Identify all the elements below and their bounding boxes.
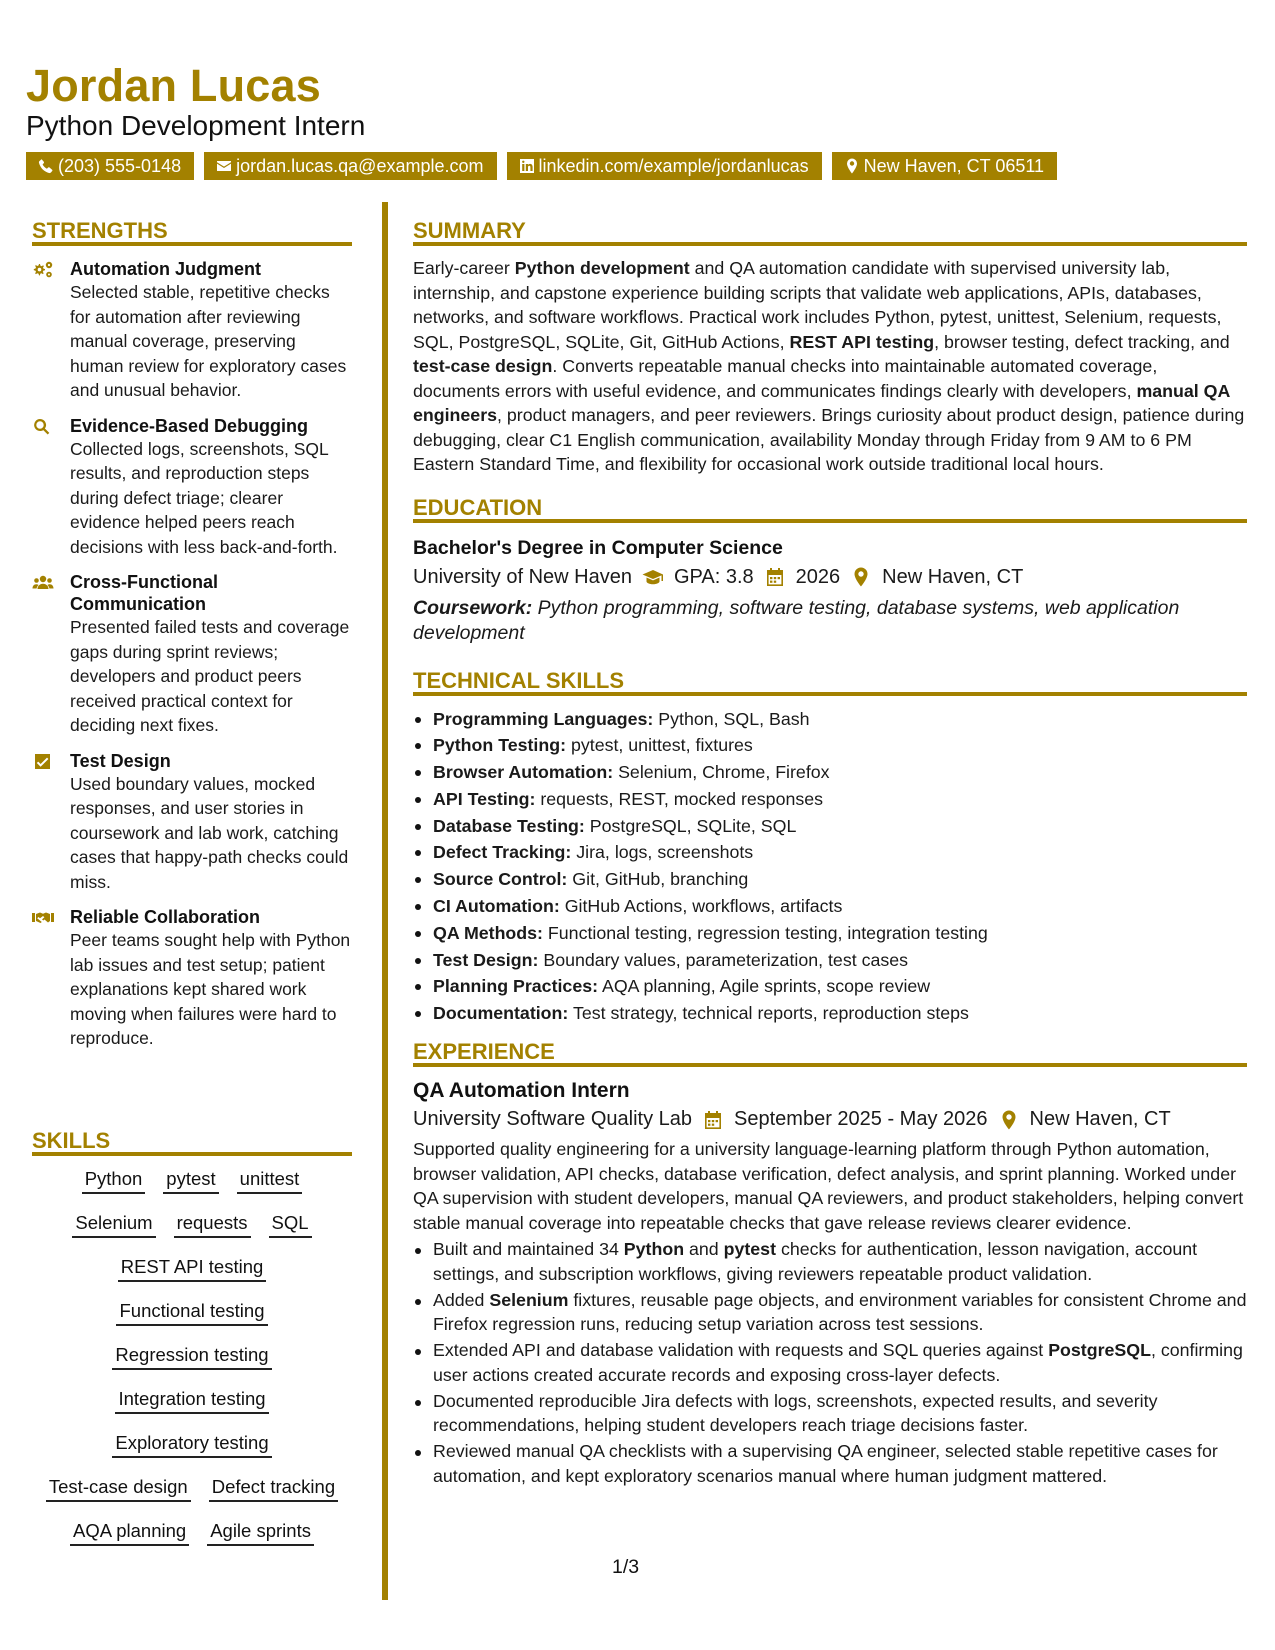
skill-tag: Python (82, 1166, 146, 1194)
contact-bar (26, 152, 1057, 180)
strength-item (32, 415, 352, 560)
bullet-text: Built and maintained 34 (433, 1239, 624, 1260)
job-bullet (413, 1439, 1247, 1488)
contact-location (832, 152, 1057, 180)
skill-tags (32, 1166, 352, 1546)
map-pin-icon (844, 158, 860, 174)
job-location: New Haven, CT (1029, 1108, 1171, 1131)
linkedin-icon (519, 158, 535, 174)
summary-text (413, 256, 1247, 477)
summary-text: , product managers, and peer reviewers. Brings curiosity about product design, patience during debugging, clear C1 English communication, availability Monday through Friday from 9 AM to 6 PM Eastern Standard Time, and flexibility for occasional work outside traditional local hours. (413, 405, 1245, 474)
bullet-emphasis: Selenium (489, 1289, 569, 1310)
contact-linkedin[interactable] (507, 152, 822, 180)
job-bullet (413, 1338, 1247, 1387)
skill-tag: Exploratory testing (112, 1430, 271, 1458)
gears-icon (32, 261, 54, 279)
education-meta (413, 566, 1247, 589)
bullet-emphasis: pytest (723, 1239, 776, 1260)
technical-skill-label: Source Control: (433, 869, 568, 890)
education-heading: EDUCATION (413, 493, 1247, 523)
skill-tag: Integration testing (115, 1386, 268, 1414)
strength-item (32, 906, 352, 1051)
contact-phone-text: (203) 555-0148 (58, 155, 182, 176)
skill-tag: Agile sprints (207, 1518, 314, 1546)
bullet-emphasis: Python (623, 1239, 685, 1260)
technical-skill-item (413, 706, 1247, 733)
users-icon (32, 574, 54, 592)
bullet-text: fixtures, reusable page objects, and environment variables for consistent Chrome and Firefox regression runs, reducing setup variation across test sessions. (433, 1289, 1247, 1335)
skill-tag: Defect tracking (209, 1474, 338, 1502)
contact-email-text: jordan.lucas.qa@example.com (236, 155, 484, 176)
technical-skill-item (413, 1000, 1247, 1027)
technical-skill-value: Test strategy, technical reports, reproduction steps (568, 1003, 969, 1024)
skill-tag: Regression testing (112, 1342, 271, 1370)
technical-skill-value: Jira, logs, screenshots (571, 842, 754, 863)
page-number: 1/3 (612, 1556, 640, 1578)
technical-skill-item (413, 839, 1247, 866)
education-location: New Haven, CT (882, 565, 1024, 588)
strength-item (32, 571, 352, 738)
candidate-name: Jordan Lucas (26, 60, 321, 111)
contact-phone[interactable] (26, 152, 194, 180)
summary-emphasis: manual QA engineers (413, 380, 1230, 425)
technical-skill-label: QA Methods: (433, 922, 543, 943)
strengths-list (32, 258, 352, 1051)
technical-skill-item (413, 786, 1247, 813)
strength-description: Collected logs, screenshots, SQL results, and reproduction steps during defect triage; clearer evidence helped peers reach decisions with less back-and-forth. (70, 438, 338, 557)
summary-heading: SUMMARY (413, 216, 1247, 246)
phone-icon (38, 158, 54, 174)
bullet-text: Reviewed manual QA checklists with a supervising QA engineer, selected stable repetitive cases for automation, and kept exploratory scenarios manual where human judgment mattered. (433, 1441, 1218, 1486)
technical-skill-value: GitHub Actions, workflows, artifacts (559, 896, 843, 917)
technical-skill-label: CI Automation: (433, 896, 560, 917)
envelope-icon (216, 158, 232, 174)
strength-title: Reliable Collaboration (70, 907, 261, 927)
bullet-text: checks for authentication, lesson navigation, account settings, and subscription workflows, giving reviewers repeatable product validation. (433, 1239, 1198, 1284)
job-bullet (413, 1237, 1247, 1286)
summary-emphasis: test-case design (413, 356, 553, 376)
summary-text: Early-career (413, 258, 515, 278)
technical-skill-label: Browser Automation: (433, 762, 614, 783)
technical-skill-label: Planning Practices: (433, 976, 599, 997)
technical-skill-item (413, 973, 1247, 1000)
technical-skill-value: Selenium, Chrome, Firefox (613, 762, 830, 783)
map-pin-icon (998, 1110, 1020, 1130)
technical-skill-value: PostgreSQL, SQLite, SQL (584, 815, 797, 836)
job-dates: September 2025 - May 2026 (734, 1108, 988, 1131)
skill-tag: AQA planning (70, 1518, 189, 1546)
strength-description: Presented failed tests and coverage gaps during sprint reviews; developers and product peers received practical context for deciding next fixes. (70, 617, 350, 735)
technical-skill-label: Python Testing: (433, 735, 567, 756)
strength-description: Selected stable, repetitive checks for automation after reviewing manual coverage, preserving human review for exploratory cases and unusual behavior. (70, 282, 347, 400)
strengths-heading: STRENGTHS (32, 216, 352, 246)
skill-tag: unittest (237, 1166, 303, 1194)
job-bullets (413, 1237, 1247, 1488)
technical-skill-item (413, 920, 1247, 947)
graduation-year: 2026 (795, 565, 841, 588)
technical-skill-value: Python, SQL, Bash (653, 708, 810, 729)
technical-skill-item (413, 866, 1247, 893)
bullet-text: , confirming user actions created accurate records and exposing cross-layer defects. (433, 1340, 1243, 1385)
technical-skill-value: requests, REST, mocked responses (535, 788, 824, 809)
skill-tag: Functional testing (116, 1298, 267, 1326)
map-pin-icon (850, 567, 872, 587)
technical-skill-item (413, 947, 1247, 974)
bullet-text: and (684, 1239, 724, 1260)
skill-tag: pytest (163, 1166, 218, 1194)
skills-section (32, 1126, 352, 1546)
right-column (413, 216, 1247, 1490)
skill-tag: Selenium (72, 1210, 155, 1238)
technical-skill-value: Git, GitHub, branching (567, 869, 749, 890)
experience-heading: EXPERIENCE (413, 1037, 1247, 1067)
technical-skill-label: Test Design: (433, 949, 539, 970)
coursework (413, 596, 1247, 646)
bullet-emphasis: PostgreSQL (1048, 1340, 1151, 1361)
technical-skill-item (413, 759, 1247, 786)
degree-title: Bachelor's Degree in Computer Science (413, 536, 783, 559)
skill-tag: REST API testing (118, 1254, 267, 1282)
technical-skill-label: Programming Languages: (433, 708, 654, 729)
technical-skill-item (413, 813, 1247, 840)
skills-heading: SKILLS (32, 1126, 352, 1156)
job-bullet (413, 1288, 1247, 1337)
job-bullet (413, 1389, 1247, 1438)
technical-skills-heading: TECHNICAL SKILLS (413, 666, 1247, 696)
left-column (32, 216, 352, 1051)
candidate-title: Python Development Intern (26, 110, 366, 141)
handshake-icon (32, 909, 54, 927)
job-title: QA Automation Intern (413, 1079, 630, 1103)
technical-skill-label: Documentation: (433, 1003, 569, 1024)
school-name: University of New Haven (413, 565, 632, 588)
bullet-text: Added (433, 1289, 490, 1310)
technical-skill-value: pytest, unittest, fixtures (566, 735, 753, 756)
technical-skills-list (413, 706, 1247, 1028)
strength-item (32, 750, 352, 895)
technical-skill-label: API Testing: (433, 788, 536, 809)
skill-tag: SQL (269, 1210, 312, 1238)
strength-title: Evidence-Based Debugging (70, 415, 309, 436)
magnifier-icon (32, 418, 54, 436)
graduation-cap-icon (642, 567, 664, 587)
strength-item (32, 258, 352, 403)
summary-text: and QA automation candidate with supervised university lab, internship, and capstone experience building scripts that validate web applications, APIs, databases, networks, and software workflows. Practical work includes Python, pytest, unittest, Selenium, requests, SQL, PostgreSQL, SQLite, Git, GitHub Actions, (413, 258, 1222, 352)
summary-emphasis: REST API testing (789, 331, 935, 352)
technical-skill-item (413, 893, 1247, 920)
technical-skill-item (413, 732, 1247, 759)
checkbox-icon (32, 753, 54, 771)
strength-title: Cross-Functional Communication (70, 572, 219, 614)
technical-skill-value: Boundary values, parameterization, test cases (538, 949, 909, 970)
technical-skill-label: Defect Tracking: (433, 842, 572, 863)
summary-text: , browser testing, defect tracking, and (934, 331, 1230, 352)
job-description: Supported quality engineering for a university language-learning platform through Python automation, browser validation, API checks, database verification, defect analysis, and sprint planning. Worked under QA supervision with student developers, manual QA reviewers, and product stakeholders, helping convert stable manual coverage into repeatable checks that gave release reviews clearer evidence. (413, 1139, 1244, 1233)
bullet-text: Extended API and database validation with requests and SQL queries against (433, 1340, 1049, 1361)
gpa: GPA: 3.8 (673, 565, 754, 588)
skill-tag: requests (174, 1210, 251, 1238)
contact-linkedin-text: linkedin.com/example/jordanlucas (538, 155, 809, 176)
skill-tag: Test-case design (46, 1474, 191, 1502)
strength-title: Test Design (70, 750, 171, 771)
technical-skill-value: AQA planning, Agile sprints, scope review (598, 976, 931, 997)
column-divider (382, 202, 388, 1600)
coursework-label: Coursework: (413, 596, 533, 619)
technical-skill-value: Functional testing, regression testing, integration testing (542, 922, 988, 943)
calendar-icon (764, 567, 786, 587)
contact-email[interactable] (204, 152, 496, 180)
strength-description: Used boundary values, mocked responses, and user stories in coursework and lab work, catching cases that happy-path checks could miss. (70, 773, 349, 892)
strength-title: Automation Judgment (70, 259, 261, 279)
contact-location-text: New Haven, CT 06511 (863, 155, 1045, 176)
summary-text: . Converts repeatable manual checks into maintainable automated coverage, documents errors with useful evidence, and communicates findings clearly with developers, (413, 356, 1158, 401)
bullet-text: Documented reproducible Jira defects with logs, screenshots, expected results, and severity recommendations, helping student developers reach triage decisions faster. (433, 1390, 1158, 1436)
summary-emphasis: Python development (514, 258, 690, 278)
calendar-icon (702, 1110, 724, 1130)
job-meta (413, 1108, 1247, 1131)
job-organization: University Software Quality Lab (413, 1108, 693, 1131)
technical-skill-label: Database Testing: (433, 815, 585, 836)
coursework-text: Python programming, software testing, database systems, web application development (413, 596, 1180, 644)
strength-description: Peer teams sought help with Python lab issues and test setup; patient explanations kept shared work moving when failures were hard to reproduce. (70, 930, 351, 1048)
